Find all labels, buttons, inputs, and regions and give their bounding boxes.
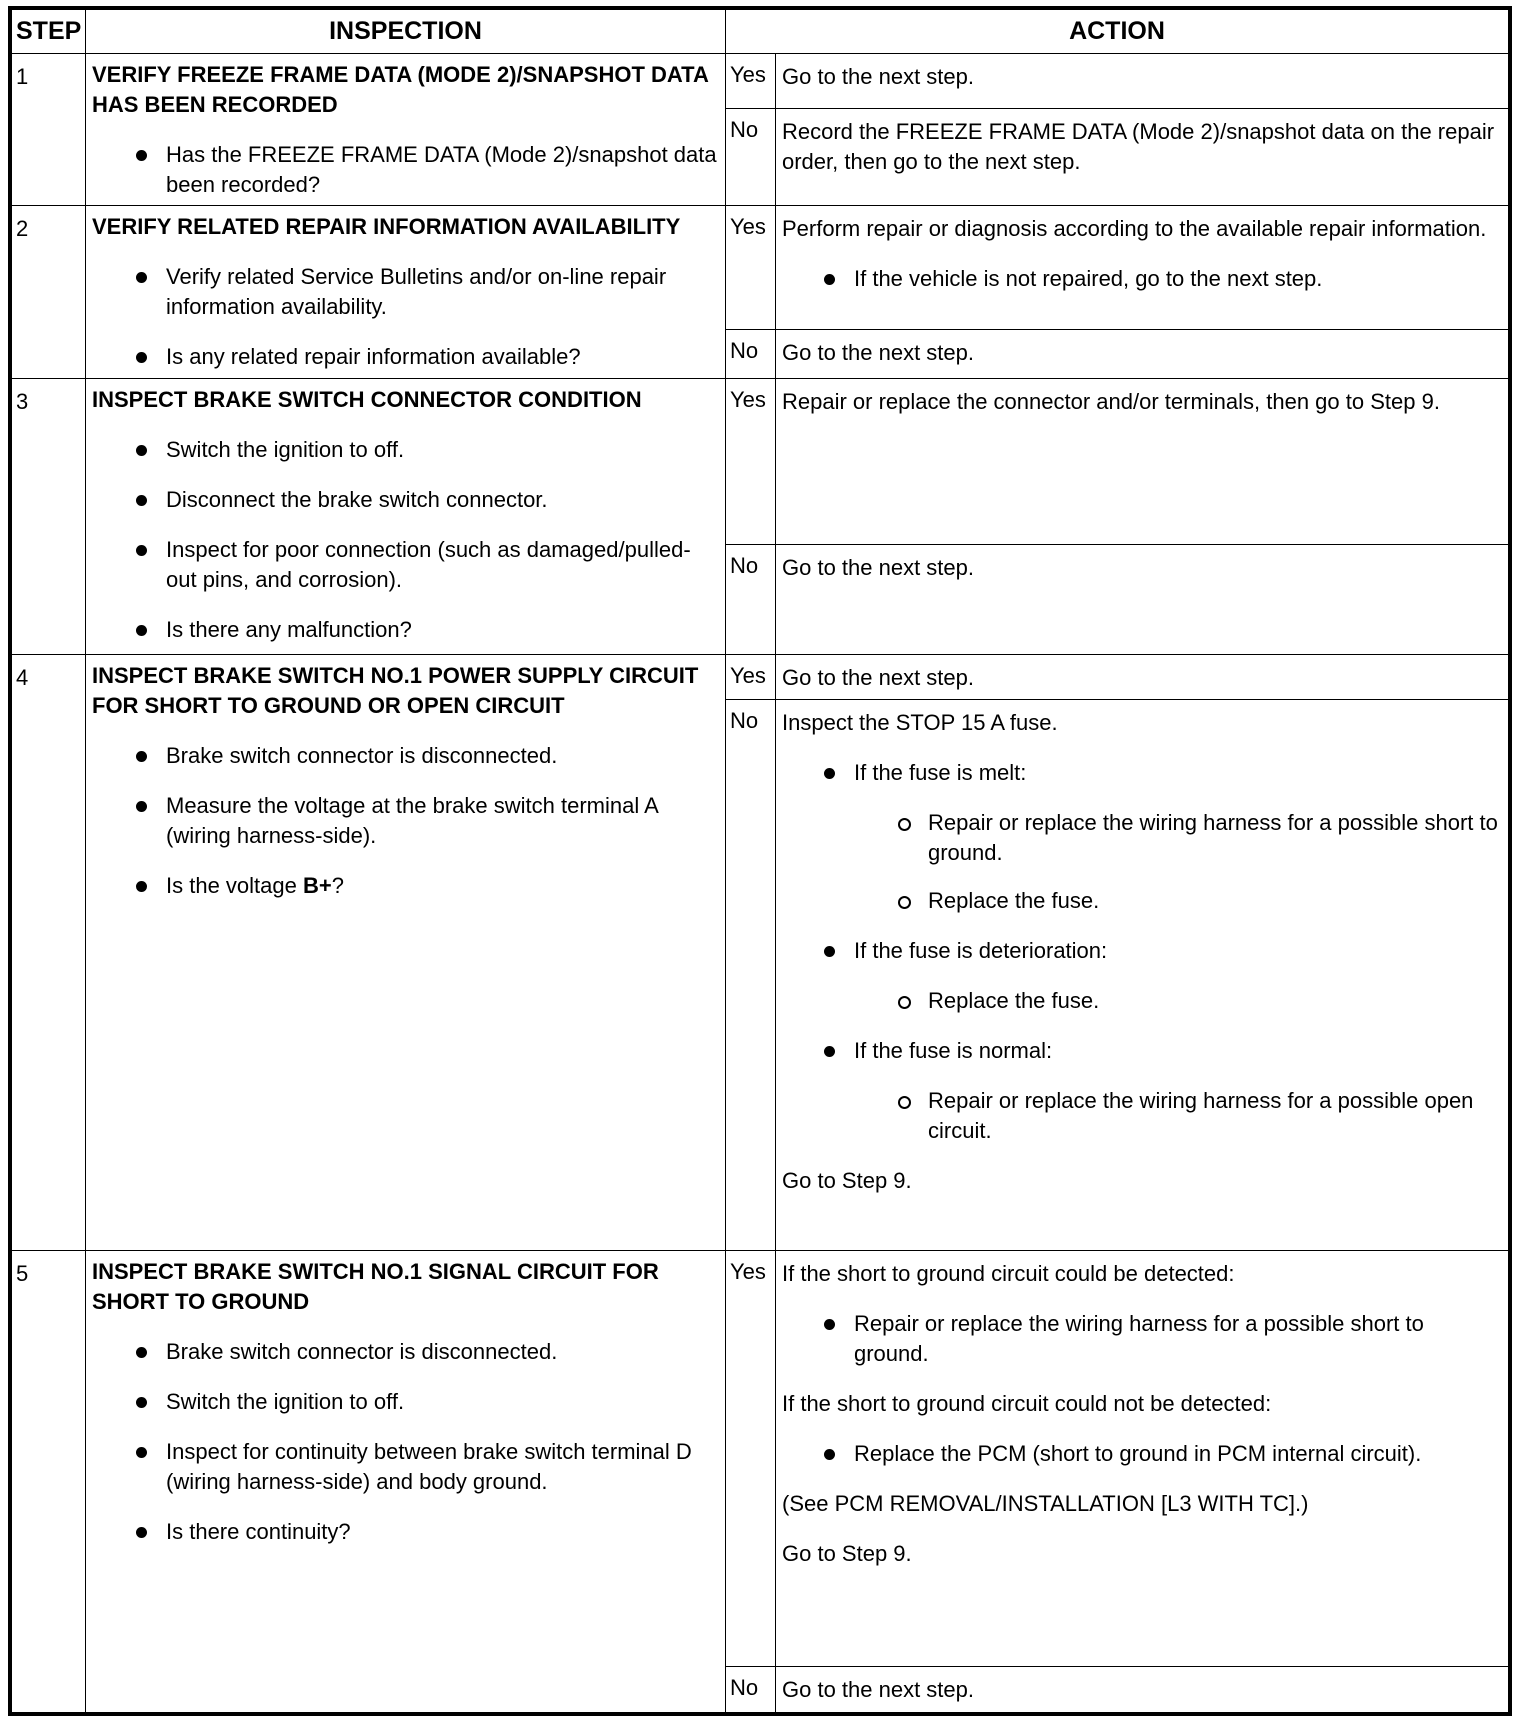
list-item: Is there any malfunction? — [134, 615, 719, 645]
list-item — [822, 1036, 1502, 1146]
list-item: Switch the ignition to off. — [134, 435, 719, 465]
list-item: Inspect for continuity between brake switch terminal D (wiring harness-side) and body ground. — [134, 1437, 719, 1497]
list-item: Disconnect the brake switch connector. — [134, 485, 719, 515]
list-item: Replace the fuse. — [896, 986, 1502, 1016]
inspection-cell — [86, 53, 726, 206]
step-title: INSPECT BRAKE SWITCH NO.1 POWER SUPPLY CIRCUIT FOR SHORT TO GROUND OR OPEN CIRCUIT — [92, 662, 699, 718]
case-subs — [896, 986, 1502, 1016]
inspection-bullets — [134, 140, 719, 200]
inspection-bullets — [134, 1337, 719, 1547]
table-row — [12, 53, 1509, 109]
table-header-row — [12, 10, 1509, 54]
no-action: Go to the next step. — [776, 330, 1509, 379]
action-bullets — [822, 264, 1502, 294]
inspection-cell — [86, 654, 726, 1250]
case-condition: If the fuse is melt: — [854, 760, 1027, 786]
yes-condition-2: If the short to ground circuit could not be detected: — [782, 1390, 1272, 1416]
yes-final: Go to Step 9. — [782, 1540, 912, 1566]
list-item: Is there continuity? — [134, 1517, 719, 1547]
step-title: VERIFY RELATED REPAIR INFORMATION AVAILABILITY — [92, 214, 681, 240]
bullet-text: ? — [331, 872, 344, 898]
action-bullets — [822, 1309, 1502, 1369]
case-condition: If the fuse is normal: — [854, 1038, 1053, 1064]
yes-action: Repair or replace the connector and/or terminals, then go to Step 9. — [776, 379, 1509, 545]
yes-condition-1: If the short to ground circuit could be detected: — [782, 1260, 1235, 1286]
header-step: STEP — [12, 10, 86, 54]
inspection-cell — [86, 1250, 726, 1713]
table-row — [12, 1250, 1509, 1667]
no-label: No — [726, 1667, 776, 1713]
no-action-cell — [776, 700, 1509, 1250]
inspection-cell — [86, 206, 726, 379]
reference-note: (See PCM REMOVAL/INSTALLATION [L3 WITH TC].) — [782, 1490, 1309, 1516]
voltage-value: B+ — [302, 872, 332, 898]
inspection-bullets — [134, 435, 719, 645]
inspection-bullets — [134, 741, 719, 901]
action-bullets — [822, 1439, 1502, 1469]
bullet-text: Is the voltage — [166, 872, 303, 898]
header-action: ACTION — [726, 10, 1509, 54]
step-number: 4 — [12, 654, 86, 1250]
list-item: Measure the voltage at the brake switch terminal A (wiring harness-side). — [134, 791, 719, 851]
yes-action-cell — [776, 206, 1509, 330]
step-title: VERIFY FREEZE FRAME DATA (MODE 2)/SNAPSHOT DATA HAS BEEN RECORDED — [92, 61, 709, 117]
table-row — [12, 654, 1509, 700]
no-label: No — [726, 330, 776, 379]
no-action: Record the FREEZE FRAME DATA (Mode 2)/snapshot data on the repair order, then go to the next step. — [776, 109, 1509, 206]
list-item — [134, 871, 719, 901]
list-item: Brake switch connector is disconnected. — [134, 1337, 719, 1367]
yes-action: Go to the next step. — [776, 654, 1509, 700]
list-item: Repair or replace the wiring harness for a possible short to ground. — [822, 1309, 1502, 1369]
case-subs — [896, 808, 1502, 916]
list-item: Repair or replace the wiring harness for a possible short to ground. — [896, 808, 1502, 868]
step-number: 5 — [12, 1250, 86, 1713]
list-item: Replace the fuse. — [896, 886, 1502, 916]
diagnostic-procedure-table — [8, 6, 1512, 1716]
no-label: No — [726, 700, 776, 1250]
list-item: Inspect for poor connection (such as damaged/pulled-out pins, and corrosion). — [134, 535, 719, 595]
yes-label: Yes — [726, 1250, 776, 1667]
yes-action-cell — [776, 1250, 1509, 1667]
step-number: 2 — [12, 206, 86, 379]
yes-label: Yes — [726, 654, 776, 700]
case-condition: If the fuse is deterioration: — [854, 938, 1108, 964]
no-action: Go to the next step. — [776, 545, 1509, 654]
step-number: 1 — [12, 53, 86, 206]
no-label: No — [726, 109, 776, 206]
inspection-bullets — [134, 262, 719, 372]
table-row — [12, 379, 1509, 545]
list-item: Repair or replace the wiring harness for a possible open circuit. — [896, 1086, 1502, 1146]
list-item — [822, 936, 1502, 1016]
list-item: Verify related Service Bulletins and/or on-line repair information availability. — [134, 262, 719, 322]
yes-label: Yes — [726, 379, 776, 545]
table-row — [12, 206, 1509, 330]
list-item: Replace the PCM (short to ground in PCM internal circuit). — [822, 1439, 1502, 1469]
inspection-cell — [86, 379, 726, 654]
no-intro: Inspect the STOP 15 A fuse. — [782, 710, 1058, 736]
list-item: Brake switch connector is disconnected. — [134, 741, 719, 771]
list-item: Is any related repair information available? — [134, 342, 719, 372]
fuse-cases — [822, 758, 1502, 1146]
list-item: Switch the ignition to off. — [134, 1387, 719, 1417]
yes-action: Go to the next step. — [776, 53, 1509, 109]
yes-label: Yes — [726, 53, 776, 109]
yes-label: Yes — [726, 206, 776, 330]
list-item: Has the FREEZE FRAME DATA (Mode 2)/snapshot data been recorded? — [134, 140, 719, 200]
step-title: INSPECT BRAKE SWITCH NO.1 SIGNAL CIRCUIT FOR SHORT TO GROUND — [92, 1258, 659, 1314]
list-item — [822, 758, 1502, 916]
yes-action: Perform repair or diagnosis according to the available repair information. — [782, 216, 1487, 242]
step-title: INSPECT BRAKE SWITCH CONNECTOR CONDITION — [92, 387, 642, 413]
list-item: If the vehicle is not repaired, go to the next step. — [822, 264, 1502, 294]
no-action: Go to the next step. — [776, 1667, 1509, 1713]
header-inspection: INSPECTION — [86, 10, 726, 54]
no-label: No — [726, 545, 776, 654]
case-subs — [896, 1086, 1502, 1146]
no-final: Go to Step 9. — [782, 1168, 912, 1194]
step-number: 3 — [12, 379, 86, 654]
